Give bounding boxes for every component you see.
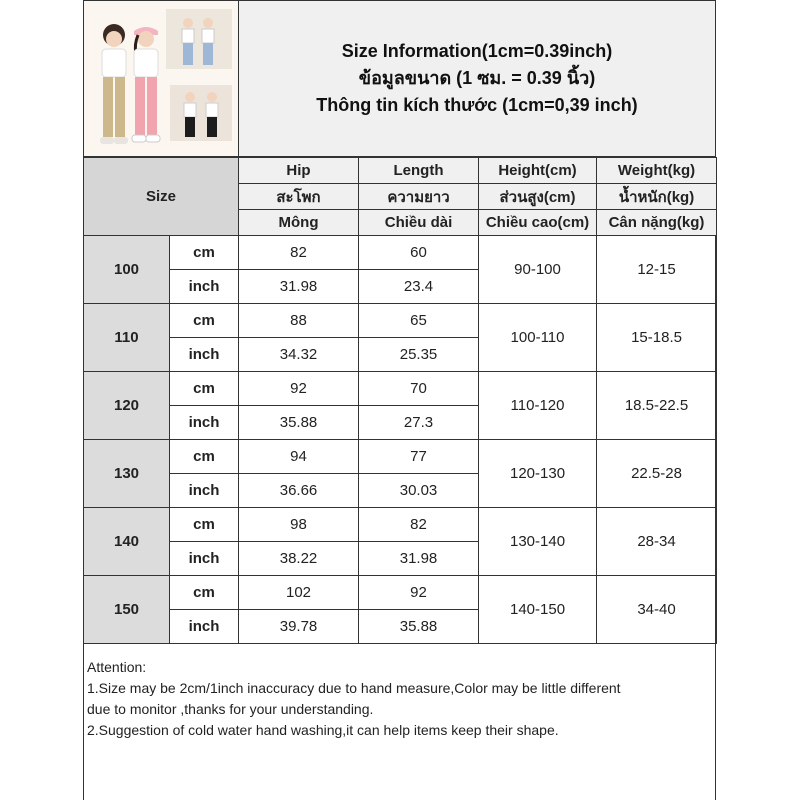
length-inch: 31.98 bbox=[359, 542, 479, 576]
size-header: Size bbox=[84, 158, 239, 236]
col-length-en: Length bbox=[359, 158, 479, 184]
hip-inch: 31.98 bbox=[239, 270, 359, 304]
height-range: 90-100 bbox=[479, 236, 597, 304]
hip-cm: 82 bbox=[239, 236, 359, 270]
size-row-cm bbox=[84, 576, 717, 610]
unit-inch: inch bbox=[170, 270, 239, 304]
length-cm: 65 bbox=[359, 304, 479, 338]
attention-heading: Attention: bbox=[87, 659, 147, 675]
weight-range: 12-15 bbox=[597, 236, 717, 304]
weight-range: 22.5-28 bbox=[597, 440, 717, 508]
title-english: Size Information(1cm=0.39inch) bbox=[341, 41, 613, 61]
height-range: 110-120 bbox=[479, 372, 597, 440]
kids-pants-photo bbox=[84, 1, 238, 156]
height-range: 100-110 bbox=[479, 304, 597, 372]
col-hip-en: Hip bbox=[239, 158, 359, 184]
size-row-cm bbox=[84, 236, 717, 270]
col-height-th: ส่วนสูง(cm) bbox=[479, 184, 597, 210]
hip-cm: 88 bbox=[239, 304, 359, 338]
size-value: 120 bbox=[84, 372, 170, 440]
unit-inch: inch bbox=[170, 474, 239, 508]
hip-cm: 98 bbox=[239, 508, 359, 542]
product-photo bbox=[84, 1, 239, 156]
weight-range: 15-18.5 bbox=[597, 304, 717, 372]
col-length-vi: Chiều dài bbox=[359, 210, 479, 236]
size-value: 100 bbox=[84, 236, 170, 304]
hip-cm: 92 bbox=[239, 372, 359, 406]
attention-line-1b: due to monitor ,thanks for your understanding. bbox=[87, 701, 374, 717]
unit-inch: inch bbox=[170, 610, 239, 644]
size-value: 110 bbox=[84, 304, 170, 372]
length-inch: 35.88 bbox=[359, 610, 479, 644]
attention-line-1a: 1.Size may be 2cm/1inch inaccuracy due to hand measure,Color may be little different bbox=[87, 680, 621, 696]
header-english-row bbox=[84, 158, 717, 184]
length-cm: 82 bbox=[359, 508, 479, 542]
weight-range: 18.5-22.5 bbox=[597, 372, 717, 440]
unit-cm: cm bbox=[170, 236, 239, 270]
col-weight-vi: Cân nặng(kg) bbox=[597, 210, 717, 236]
height-range: 130-140 bbox=[479, 508, 597, 576]
unit-cm: cm bbox=[170, 304, 239, 338]
title-box bbox=[239, 1, 715, 156]
size-row-cm bbox=[84, 508, 717, 542]
hip-inch: 39.78 bbox=[239, 610, 359, 644]
size-rows bbox=[84, 236, 717, 644]
col-hip-vi: Mông bbox=[239, 210, 359, 236]
unit-cm: cm bbox=[170, 508, 239, 542]
col-weight-en: Weight(kg) bbox=[597, 158, 717, 184]
size-row-cm bbox=[84, 304, 717, 338]
hip-inch: 38.22 bbox=[239, 542, 359, 576]
col-length-th: ความยาว bbox=[359, 184, 479, 210]
size-row-cm bbox=[84, 372, 717, 406]
length-inch: 27.3 bbox=[359, 406, 479, 440]
attention-line-2: 2.Suggestion of cold water hand washing,it can help items keep their shape. bbox=[87, 722, 559, 738]
hip-inch: 34.32 bbox=[239, 338, 359, 372]
size-value: 150 bbox=[84, 576, 170, 644]
height-range: 120-130 bbox=[479, 440, 597, 508]
unit-inch: inch bbox=[170, 542, 239, 576]
length-cm: 77 bbox=[359, 440, 479, 474]
col-weight-th: น้ำหนัก(kg) bbox=[597, 184, 717, 210]
length-inch: 30.03 bbox=[359, 474, 479, 508]
hip-cm: 94 bbox=[239, 440, 359, 474]
col-height-en: Height(cm) bbox=[479, 158, 597, 184]
length-inch: 23.4 bbox=[359, 270, 479, 304]
size-table bbox=[83, 157, 717, 644]
title-thai: ข้อมูลขนาด (1 ซม. = 0.39 นิ้ว) bbox=[358, 68, 596, 88]
hip-inch: 36.66 bbox=[239, 474, 359, 508]
size-value: 140 bbox=[84, 508, 170, 576]
unit-inch: inch bbox=[170, 338, 239, 372]
unit-cm: cm bbox=[170, 576, 239, 610]
length-cm: 60 bbox=[359, 236, 479, 270]
title-vietnamese: Thông tin kích thước (1cm=0,39 inch) bbox=[316, 95, 638, 115]
unit-inch: inch bbox=[170, 406, 239, 440]
hip-cm: 102 bbox=[239, 576, 359, 610]
size-value: 130 bbox=[84, 440, 170, 508]
attention-note bbox=[84, 657, 714, 741]
height-range: 140-150 bbox=[479, 576, 597, 644]
weight-range: 34-40 bbox=[597, 576, 717, 644]
length-cm: 92 bbox=[359, 576, 479, 610]
hip-inch: 35.88 bbox=[239, 406, 359, 440]
unit-cm: cm bbox=[170, 440, 239, 474]
size-row-cm bbox=[84, 440, 717, 474]
col-height-vi: Chiều cao(cm) bbox=[479, 210, 597, 236]
col-hip-th: สะโพก bbox=[239, 184, 359, 210]
weight-range: 28-34 bbox=[597, 508, 717, 576]
unit-cm: cm bbox=[170, 372, 239, 406]
length-inch: 25.35 bbox=[359, 338, 479, 372]
length-cm: 70 bbox=[359, 372, 479, 406]
